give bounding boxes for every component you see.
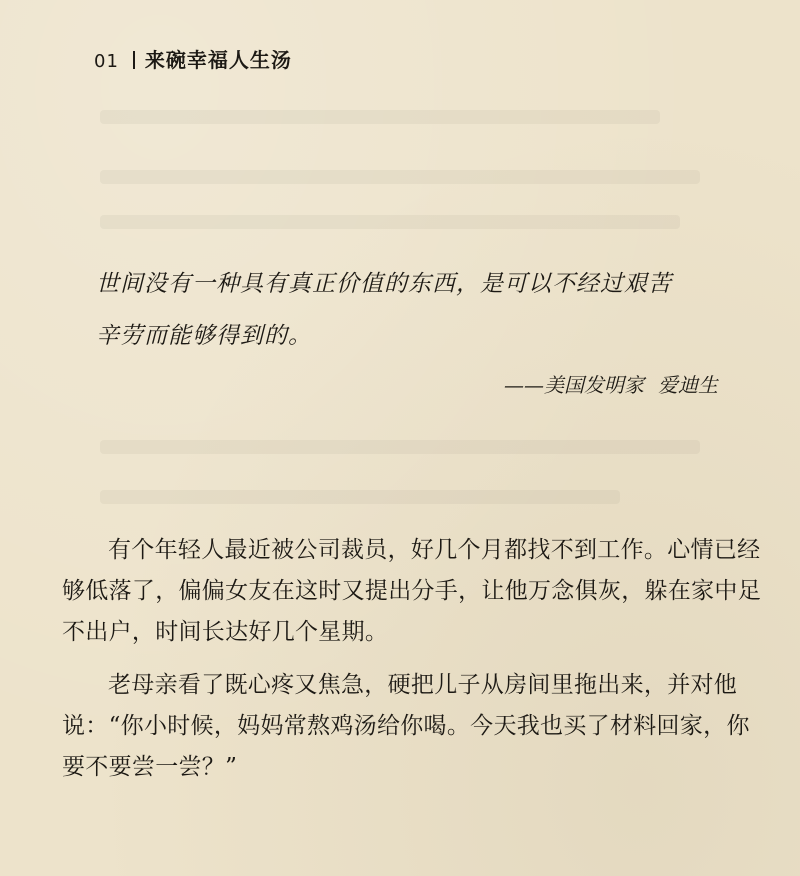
bleed-through-line <box>100 215 680 229</box>
body-paragraph: 有个年轻人最近被公司裁员，好几个月都找不到工作。心情已经够低落了，偏偏女友在这时又提出分手，让他万念俱灰，躲在家中足不出户，时间长达好几个星期。 <box>62 537 761 645</box>
epigraph-line: 辛劳而能够得到的。 <box>96 323 312 349</box>
bleed-through-line <box>100 170 700 184</box>
chapter-number: 01 <box>94 51 119 72</box>
epigraph-quote <box>96 258 736 362</box>
body-paragraph: 老母亲看了既心疼又焦急，硬把儿子从房间里拖出来，并对他说：“你小时候，妈妈常熬鸡汤给你喝。今天我也买了材料回家，你要不要尝一尝？” <box>62 672 750 780</box>
attribution-author: 爱迪生 <box>658 373 718 397</box>
body-text <box>62 530 772 800</box>
chapter-title: 来碗幸福人生汤 <box>144 48 292 72</box>
heading-divider <box>133 51 135 69</box>
attribution-source: 美国发明家 <box>544 373 644 397</box>
attribution-dash: —— <box>504 373 544 397</box>
epigraph-attribution <box>504 369 718 398</box>
chapter-heading <box>94 44 292 73</box>
epigraph-line: 世间没有一种具有真正价值的东西，是可以不经过艰苦 <box>96 271 672 297</box>
bleed-through-line <box>100 490 620 504</box>
bleed-through-line <box>100 110 660 124</box>
bleed-through-line <box>100 440 700 454</box>
